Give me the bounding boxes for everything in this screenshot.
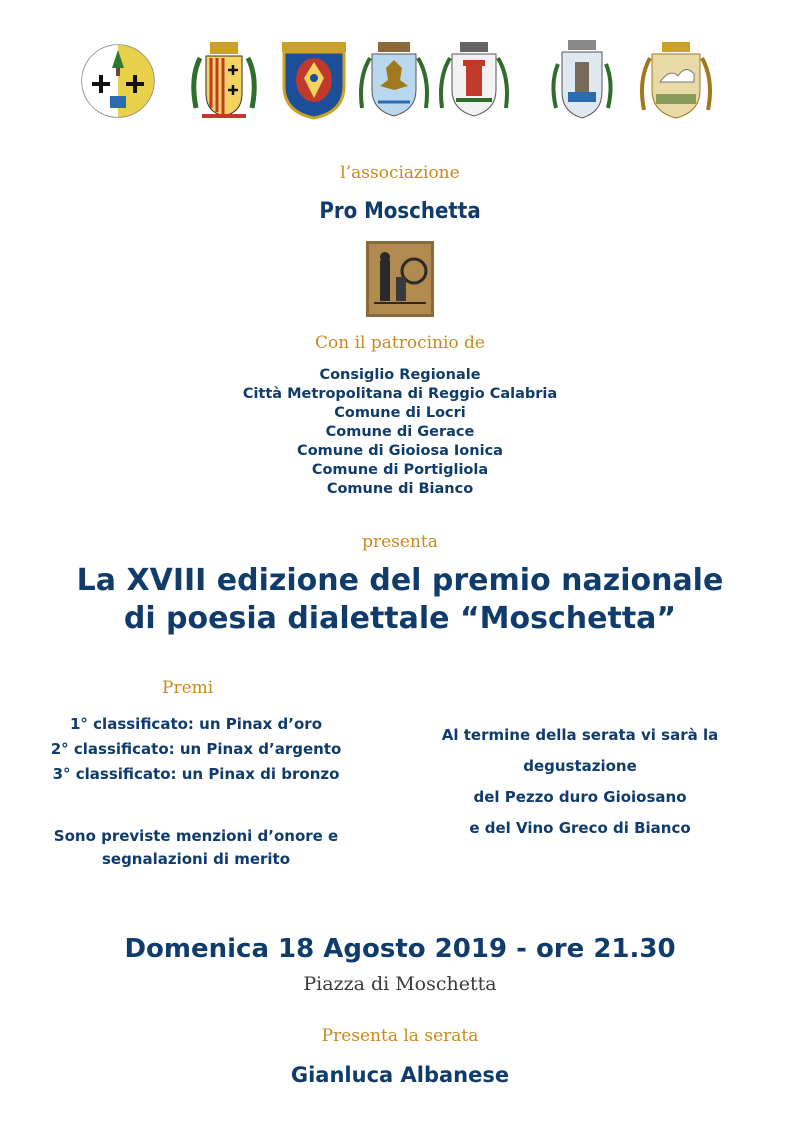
locri-crest-icon (276, 38, 352, 124)
association-intro: l’associazione (340, 163, 460, 183)
tasting-line-3: del Pezzo duro Gioiosano (473, 788, 687, 806)
patron-item: Comune di Locri (334, 405, 466, 421)
prize-item: 3° classificato: un Pinax di bronzo (52, 765, 340, 783)
event-date: Domenica 18 Agosto 2019 - ore 21.30 (124, 934, 676, 964)
patrons-list (0, 366, 800, 499)
patron-item: Comune di Bianco (326, 481, 474, 497)
patron-item: Città Metropolitana di Reggio Calabria (242, 386, 558, 402)
prizes-title: Premi (162, 678, 214, 698)
bianco-crest-icon (638, 38, 714, 124)
tasting-note (430, 720, 730, 844)
crests-row (0, 38, 800, 128)
patron-item: Comune di Gioiosa Ionica (297, 443, 503, 459)
gioiosa-ionica-crest-icon (436, 38, 512, 124)
host-name: Gianluca Albanese (290, 1063, 510, 1087)
portigliola-crest-icon (544, 38, 620, 124)
host-intro: Presenta la serata (321, 1026, 479, 1046)
honours-line-2: segnalazioni di merito (101, 850, 291, 868)
honours-note (36, 825, 356, 871)
patron-item: Consiglio Regionale (319, 367, 481, 383)
event-headline (0, 562, 800, 638)
headline-line-2: di poesia dialettale “Moschetta” (123, 601, 677, 636)
honours-line-1: Sono previste menzioni d’onore e (53, 827, 339, 845)
headline-line-1: La XVIII edizione del premio nazionale (76, 563, 724, 598)
patron-item: Comune di Gerace (325, 424, 475, 440)
association-name: Pro Moschetta (319, 199, 481, 224)
presents-label: presenta (362, 532, 438, 552)
gerace-crest-icon (356, 38, 432, 124)
patron-item: Comune di Portigliola (311, 462, 489, 478)
patronage-intro: Con il patrocinio de (314, 333, 485, 353)
reggio-calabria-metro-crest-icon (186, 38, 262, 124)
event-venue: Piazza di Moschetta (303, 973, 497, 995)
prizes-section (36, 678, 356, 871)
pinax-logo-icon (366, 241, 434, 317)
prize-item: 2° classificato: un Pinax d’argento (50, 740, 342, 758)
calabria-region-emblem-icon (80, 38, 156, 124)
prize-list (36, 712, 356, 787)
prize-item: 1° classificato: un Pinax d’oro (70, 715, 322, 733)
tasting-line-2: degustazione (523, 757, 637, 775)
tasting-line-1: Al termine della serata vi sarà la (441, 726, 719, 744)
tasting-line-4: e del Vino Greco di Bianco (469, 819, 691, 837)
